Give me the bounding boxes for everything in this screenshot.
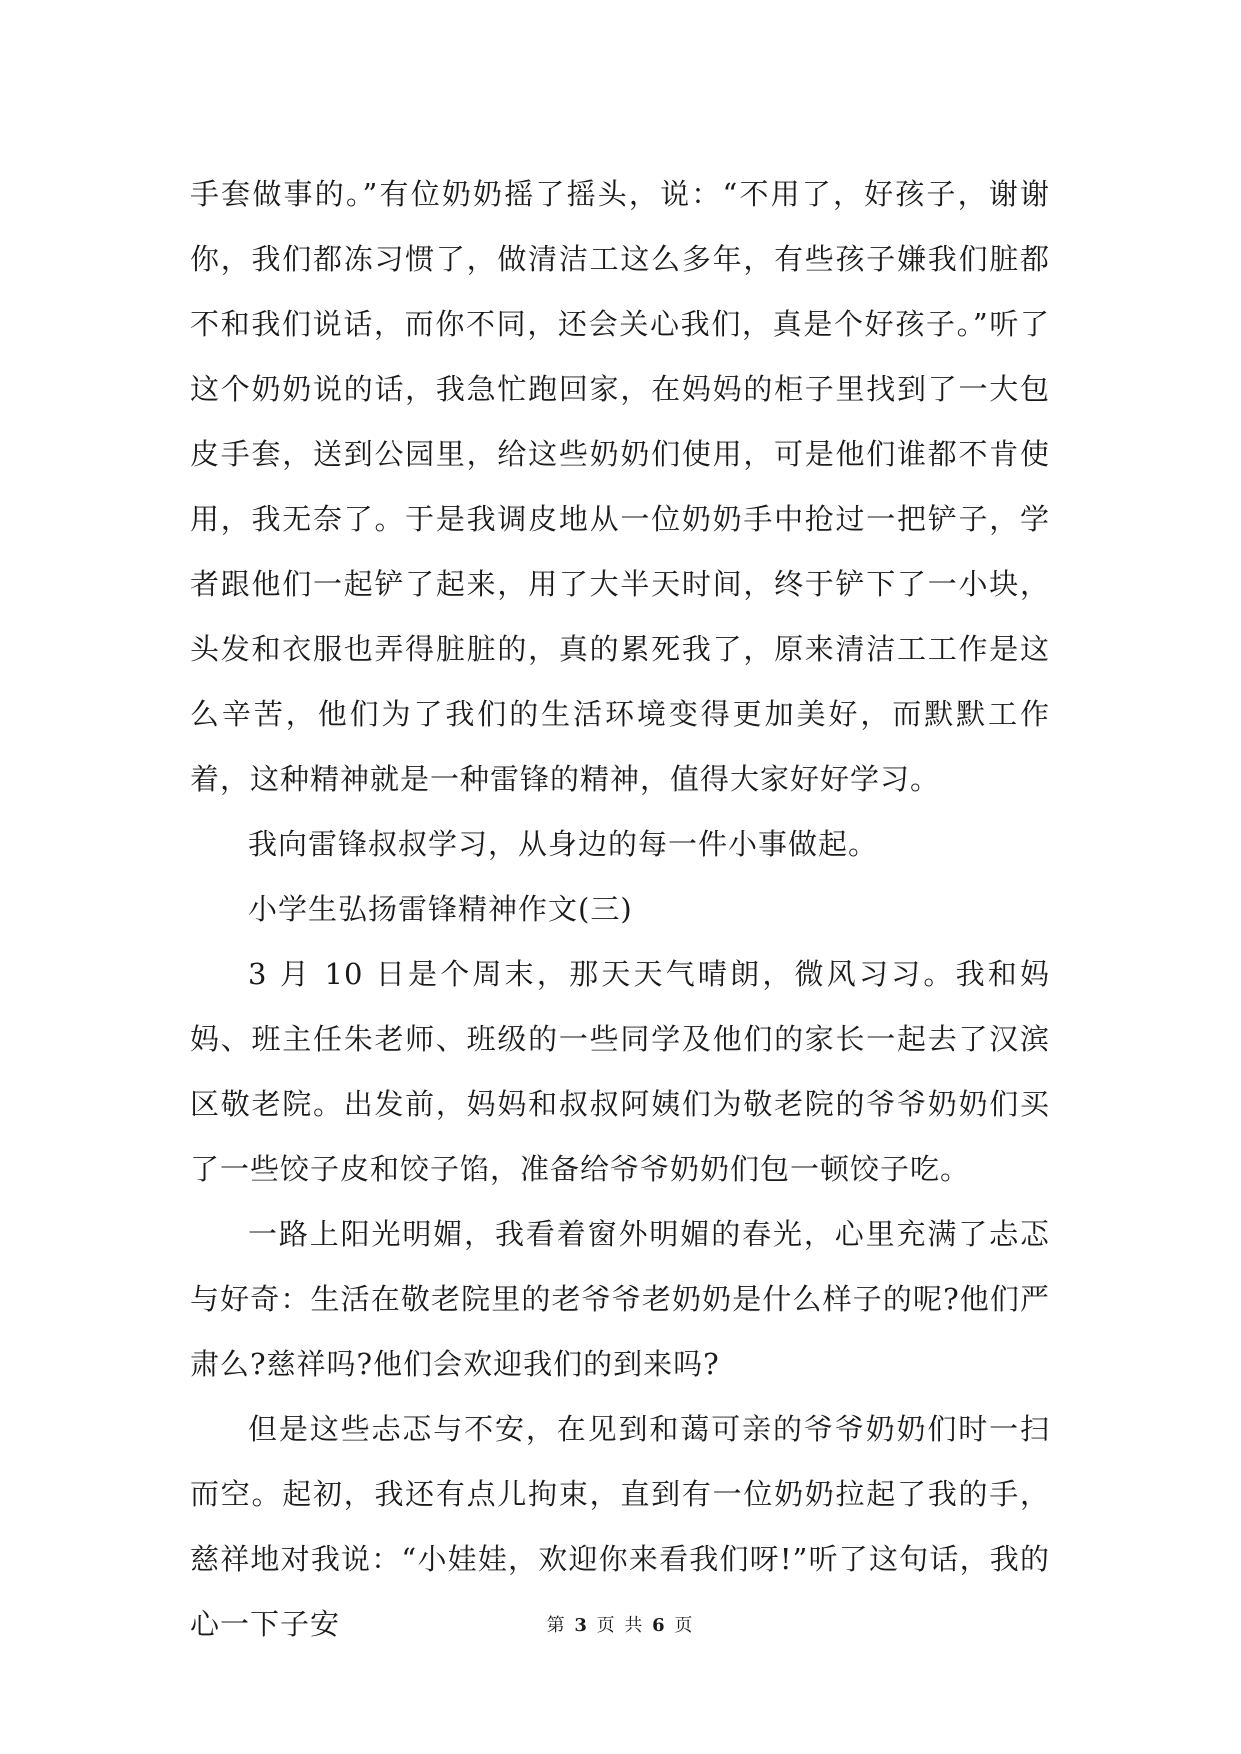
total-pages-number: 6	[652, 1615, 667, 1636]
footer-prefix: 第	[546, 1615, 567, 1636]
current-page-number: 3	[574, 1615, 589, 1636]
paragraph-5: 一路上阳光明媚，我看着窗外明媚的春光，心里充满了忐忑与好奇：生活在敬老院里的老爷爷老奶奶是什么样子的呢?他们严肃么?慈祥吗?他们会欢迎我们的到来吗?	[190, 1217, 1050, 1381]
footer-middle: 页 共	[596, 1615, 645, 1636]
footer-suffix: 页	[674, 1615, 695, 1636]
paragraph-6: 但是这些忐忑与不安，在见到和蔼可亲的爷爷奶奶们时一扫而空。起初，我还有点儿拘束，直到有一位奶奶拉起了我的手，慈祥地对我说：“小娃娃，欢迎你来看我们呀!”听了这句话，我的心一下子安	[190, 1412, 1050, 1641]
paragraph-1: 手套做事的。”有位奶奶摇了摇头，说：“不用了，好孩子，谢谢你，我们都冻习惯了，做清洁工这么多年，有些孩子嫌我们脏都不和我们说话，而你不同，还会关心我们，真是个好孩子。”听了这个奶奶说的话，我急忙跑回家，在妈妈的柜子里找到了一大包皮手套，送到公园里，给这些奶奶们使用，可是他们谁都不肯使用，我无奈了。于是我调皮地从一位奶奶手中抢过一把铲子，学者跟他们一起铲了起来，用了大半天时间，终于铲下了一小块，头发和衣服也弄得脏脏的，真的累死我了，原来清洁工工作是这么辛苦，他们为了我们的生活环境变得更加美好，而默默工作着，这种精神就是一种雷锋的精神，值得大家好好学习。	[190, 177, 1050, 796]
section-heading: 小学生弘扬雷锋精神作文(三)	[248, 892, 633, 926]
paragraph-2: 我向雷锋叔叔学习，从身边的每一件小事做起。	[248, 827, 879, 861]
body-text	[190, 162, 1050, 1657]
page-footer	[0, 1611, 1241, 1637]
paragraph-4: 3 月 10 日是个周末，那天天气晴朗，微风习习。我和妈妈、班主任朱老师、班级的一些同学及他们的家长一起去了汉滨区敬老院。出发前，妈妈和叔叔阿姨们为敬老院的爷爷奶奶们买了一些饺子皮和饺子馅，准备给爷爷奶奶们包一顿饺子吃。	[190, 957, 1050, 1186]
